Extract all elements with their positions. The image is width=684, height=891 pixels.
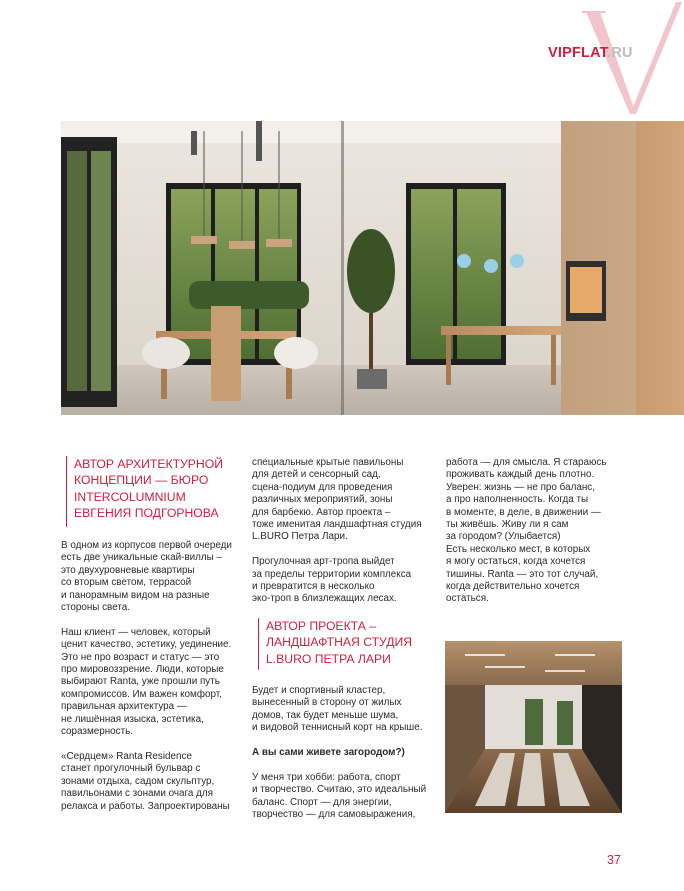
hero-office-image (61, 121, 684, 415)
article-column-2-top (252, 457, 434, 618)
brand-name: VIPFLAT (548, 45, 608, 61)
paragraph: В одном из корпусов первой очереди есть две уникальные скай-виллы – это двухуровневые квартиры со вторым светом, террасой и панорамным видом на разные стороны света. (61, 540, 232, 614)
v-logo-mark-icon (560, 0, 684, 124)
brand-domain: .RU (607, 45, 633, 61)
paragraph: Будет и спортивный кластер, вынесенный в сторону от жилых домов, так будет меньше шума, и видовой теннисный корт на крыше. (252, 685, 423, 734)
paragraph: специальные крытые павильоны для детей и сенсорный сад, сцена-подиум для проведения различных мероприятий, зоны для барбекю. Автор проекта – тоже именитая ландшафтная студия L.BURO Петра Лари. (252, 457, 422, 543)
section-heading-architect: АВТОР АРХИТЕКТУРНОЙ КОНЦЕПЦИИ — БЮРО INTERCOLUMNIUM ЕВГЕНИЯ ПОДГОРНОВА (66, 456, 254, 527)
paragraph: Прогулочная арт-тропа выйдет за пределы территории комплекса и превратится в несколько эко-троп в близлежащих лесах. (252, 556, 412, 605)
brand-logo[interactable] (548, 45, 633, 61)
interview-question: А вы сами живете загородом?) (252, 747, 405, 759)
fitness-studio-photo (445, 641, 622, 813)
office-interior-photo (61, 121, 684, 415)
article-column-3 (446, 457, 626, 618)
paragraph: «Сердцем» Ranta Residence станет прогулочный бульвар с зонами отдыха, садом скульптур, павильонами с зонами очага для релакса и работы. Запроектированы (61, 750, 230, 812)
article-column-1 (61, 540, 239, 825)
section-heading-landscape: АВТОР ПРОЕКТА – ЛАНДШАФТНАЯ СТУДИЯ L.BURO ПЕТРА ЛАРИ (258, 618, 446, 670)
paragraph: Наш клиент — человек, который ценит качество, эстетику, уединение. Это не про возраст и статус — это про мировоззрение. Люди, которые выбирают Ranta, уже прошли путь компромиссов. Им важен комфорт, правильная архитектура — не лишённая изыска, эстетика, соразмерность. (61, 626, 232, 738)
page-number: 37 (607, 853, 621, 867)
article-column-2-bottom (252, 685, 434, 834)
paragraph: У меня три хобби: работа, спорт и творчество. Считаю, это идеальный баланс. Спорт — для энергии, творчество — для самовыражения, (252, 771, 427, 821)
paragraph: работа — для смысла. Я стараюсь проживать каждый день плотно. Уверен: жизнь — не про баланс, а про наполненность. Когда ты в моменте, в деле, в движении — ты живёшь. Живу ли я сам за городом? (Улыбается) Есть несколько мест, в которых я могу остаться, когда хочется тишины. Ranta — это тот случай, когда действительно хочется остаться. (446, 457, 607, 605)
fitness-studio-image (445, 641, 622, 813)
